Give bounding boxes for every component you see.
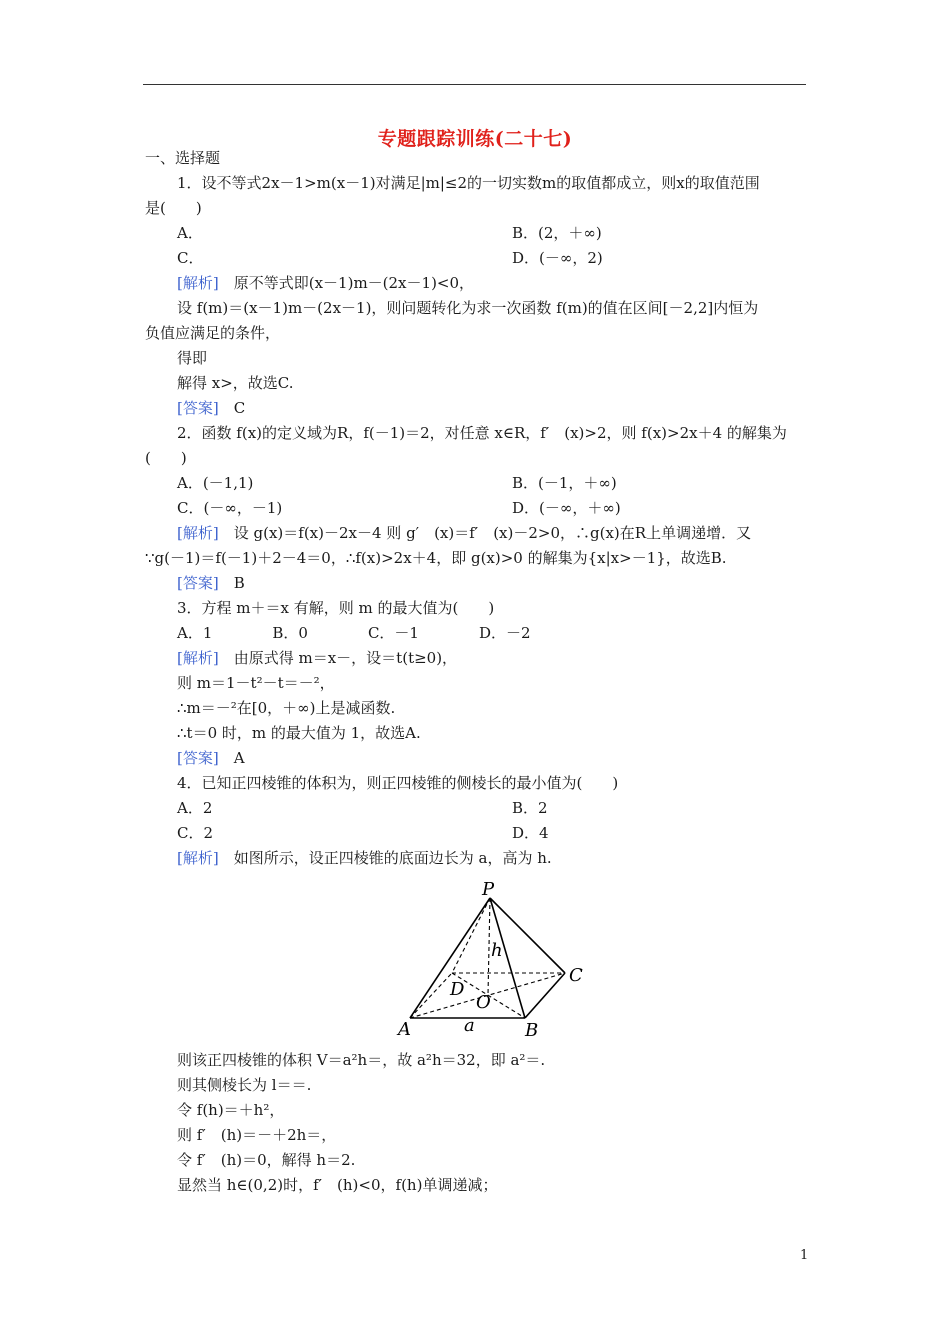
q3-analysis-line <box>177 648 457 668</box>
q1-answer-line <box>177 398 245 418</box>
q4-analysis-text: 如图所示，设正四棱锥的底面边长为 a，高为 h. <box>233 849 552 867</box>
page-title: 专题跟踪训练(二十七) <box>377 128 573 150</box>
q2-answer: B <box>233 574 245 592</box>
q1-stem-cont: 是( ) <box>145 199 202 217</box>
label-c: C <box>569 965 583 986</box>
q4-option-c: C．2 <box>177 824 214 842</box>
q2-analysis-2: ∵g(－1)＝f(－1)＋2－4＝0，∴f(x)>2x＋4，即 g(x)>0 的解集为{x|x>－1}，故选B. <box>145 549 727 567</box>
edge-pd <box>452 898 490 973</box>
section-heading: 一、选择题 <box>145 149 221 167</box>
q2-answer-line <box>177 573 245 593</box>
analysis-tag: [解析] <box>177 524 219 542</box>
label-h: h <box>491 940 503 961</box>
edge-ad <box>410 973 452 1018</box>
q4-stem: 4．已知正四棱锥的体积为，则正四棱锥的侧棱长的最小值为( ) <box>177 774 619 792</box>
q1-stem: 1．设不等式2x－1>m(x－1)对满足|m|≤2的一切实数m的取值都成立，则x的取值范围 <box>177 174 760 192</box>
q2-stem: 2．函数 f(x)的定义域为R，f(－1)＝2，对任意 x∈R，f′ (x)>2，则 f(x)>2x＋4 的解集为 <box>177 424 787 442</box>
q1-option-c: C． <box>177 249 204 267</box>
q2-stem-cont: ( ) <box>145 449 187 467</box>
q4-analysis-line <box>177 848 552 868</box>
q1-option-a: A． <box>177 224 203 242</box>
q1-analysis-line <box>177 273 474 293</box>
q3-options: A．1 B．0 C．－1 D．－2 <box>177 624 531 642</box>
q3-answer: A <box>233 749 245 767</box>
label-a-vertex: A <box>398 1019 411 1038</box>
q1-analysis-4: 得即 <box>177 349 208 367</box>
q2-option-a: A．(－1,1) <box>177 474 254 492</box>
q3-stem: 3．方程 m＋＝x 有解，则 m 的最大值为( ) <box>177 599 495 617</box>
q4-solution-1: 则该正四棱锥的体积 V＝a²h＝，故 a²h＝32，即 a²＝. <box>177 1051 546 1069</box>
answer-tag: [答案] <box>177 749 219 767</box>
q4-option-b: B．2 <box>512 799 548 817</box>
q1-analysis-2: 设 f(m)＝(x－1)m－(2x－1)，则问题转化为求一次函数 f(m)的值在区间[－2,2]内恒为 <box>177 299 759 317</box>
q2-option-c: C．(－∞，－1) <box>177 499 283 517</box>
q2-analysis-line <box>177 523 751 543</box>
q4-solution-2: 则其侧棱长为 l＝＝. <box>177 1076 312 1094</box>
q1-answer: C <box>233 399 246 417</box>
q3-answer-line <box>177 748 245 768</box>
analysis-tag: [解析] <box>177 274 219 292</box>
q1-option-b: B．(2，＋∞) <box>512 224 602 242</box>
q1-analysis-3: 负值应满足的条件， <box>145 324 281 342</box>
page-number: 1 <box>800 1248 809 1263</box>
q2-option-b: B．(－1，＋∞) <box>512 474 617 492</box>
label-a-side: a <box>464 1015 475 1036</box>
q4-solution-4: 则 f′ (h)＝－＋2h＝， <box>177 1126 337 1144</box>
q2-analysis-text: 设 g(x)＝f(x)－2x－4 则 g′ (x)＝f′ (x)－2>0，∴g(x)在R上单调递增．又 <box>233 524 752 542</box>
q4-solution-3: 令 f(h)＝＋h²， <box>177 1101 285 1119</box>
edge-bc <box>525 973 565 1018</box>
q1-analysis-5: 解得 x>，故选C. <box>177 374 294 392</box>
q4-solution-6: 显然当 h∈(0,2)时，f′ (h)<0，f(h)单调递减； <box>177 1176 498 1194</box>
label-b: B <box>525 1020 539 1038</box>
q3-analysis-text: 由原式得 m＝x－，设＝t(t≥0)， <box>233 649 458 667</box>
header-rule <box>143 84 806 85</box>
q1-analysis-text: 原不等式即(x－1)m－(2x－1)<0， <box>233 274 475 292</box>
q4-option-a: A．2 <box>177 799 213 817</box>
q3-analysis-2: 则 m＝1－t²－t＝－²， <box>177 674 335 692</box>
label-o: O <box>476 992 491 1013</box>
label-p: P <box>482 879 495 900</box>
q3-analysis-3: ∴m＝－²在[0，＋∞)上是减函数. <box>177 699 396 717</box>
answer-tag: [答案] <box>177 574 219 592</box>
q4-option-d: D．4 <box>512 824 549 842</box>
q4-solution-5: 令 f′ (h)＝0，解得 h＝2. <box>177 1151 356 1169</box>
q3-analysis-4: ∴t＝0 时，m 的最大值为 1，故选A. <box>177 724 421 742</box>
pyramid-figure <box>390 878 590 1038</box>
q1-option-d: D．(－∞，2) <box>512 249 603 267</box>
analysis-tag: [解析] <box>177 649 219 667</box>
analysis-tag: [解析] <box>177 849 219 867</box>
height-po <box>488 898 490 995</box>
q2-option-d: D．(－∞，＋∞) <box>512 499 621 517</box>
answer-tag: [答案] <box>177 399 219 417</box>
label-d: D <box>450 979 465 1000</box>
